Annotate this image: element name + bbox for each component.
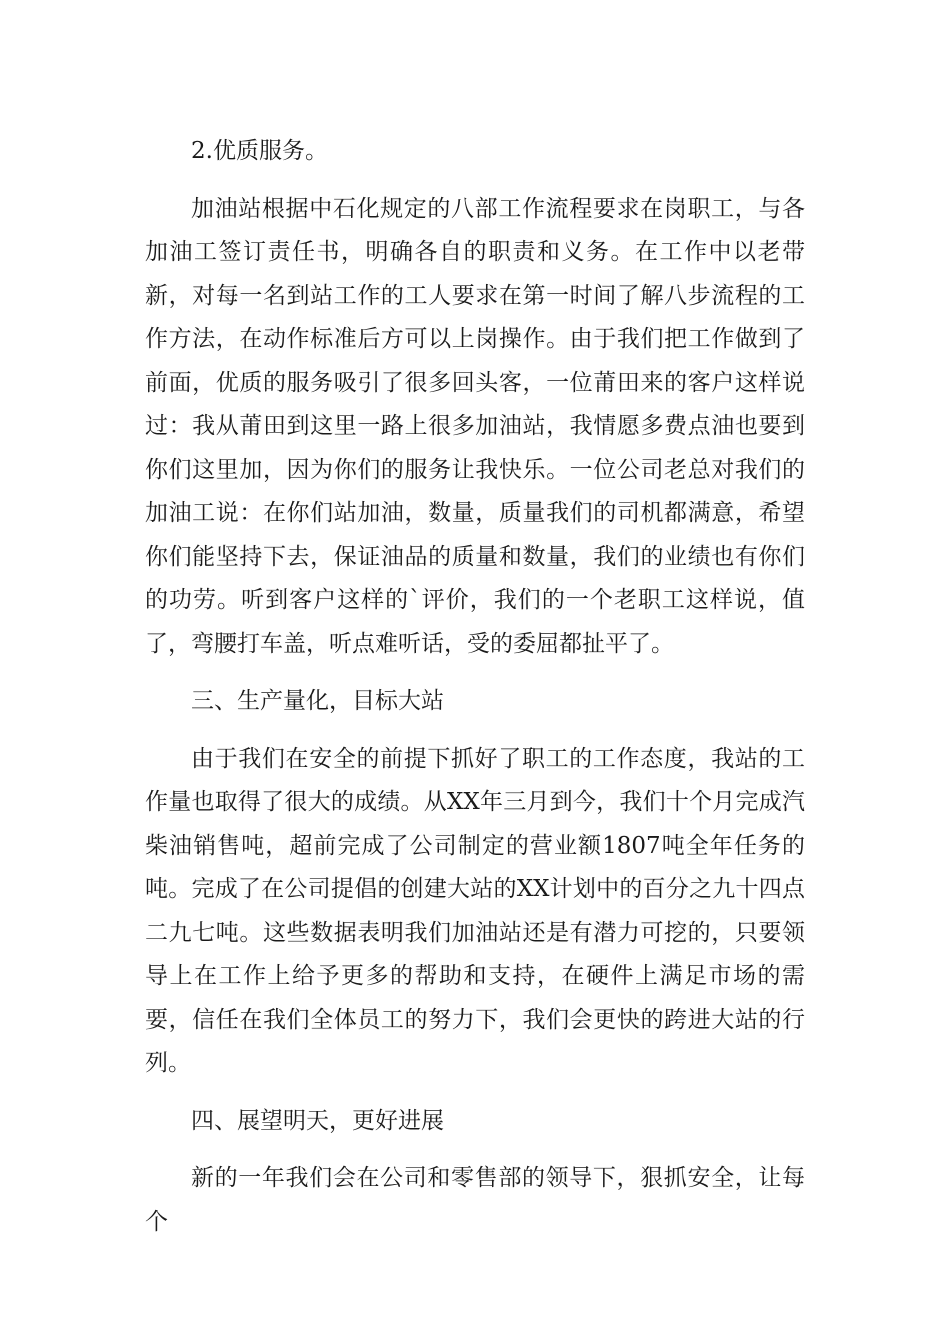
body-paragraph-production: 由于我们在安全的前提下抓好了职工的工作态度，我站的工作量也取得了很大的成绩。从XX年三月到今，我们十个月完成汽柴油销售吨，超前完成了公司制定的营业额1807吨全年任务的吨。完成了在公司提倡的创建大站的XX计划中的百分之九十四点二九七吨。这些数据表明我们加油站还是有潜力可挖的，只要领导上在工作上给予更多的帮助和支持，在硬件上满足市场的需要，信任在我们全体员工的努力下，我们会更快的跨进大站的行列。 [145, 745, 805, 1076]
body-paragraph-outlook: 新的一年我们会在公司和零售部的领导下，狠抓安全，让每个 [145, 1165, 805, 1235]
section-heading-outlook: 四、展望明天，更好进展 [191, 1107, 444, 1134]
section-heading-quality-service: 2.优质服务。 [191, 138, 328, 164]
document-body [145, 130, 805, 1258]
section-heading-production: 三、生产量化，目标大站 [191, 688, 444, 714]
body-paragraph-service: 加油站根据中石化规定的八部工作流程要求在岗职工，与各加油工签订责任书，明确各自的职责和义务。在工作中以老带新，对每一名到站工作的工人要求在第一时间了解八步流程的工作方法，在动作标准后方可以上岗操作。由于我们把工作做到了前面，优质的服务吸引了很多回头客，一位莆田来的客户这样说过：我从莆田到这里一路上很多加油站，我情愿多费点油也要到你们这里加，因为你们的服务让我快乐。一位公司老总对我们的加油工说：在你们站加油，数量，质量我们的司机都满意，希望你们能坚持下去，保证油品的质量和数量，我们的业绩也有你们的功劳。听到客户这样的`评价，我们的一个老职工这样说，值了，弯腰打车盖，听点难听话，受的委屈都扯平了。 [145, 195, 805, 657]
